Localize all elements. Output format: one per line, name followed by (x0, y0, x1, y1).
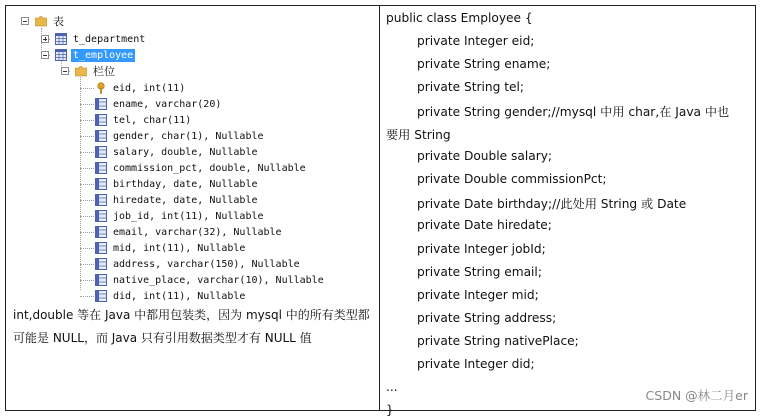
field-declaration: private Double commissionPct; (417, 172, 607, 187)
tree-table-t-department[interactable] (41, 31, 147, 47)
expand-toggle[interactable] (41, 35, 49, 43)
field-declaration: 要用 String (386, 128, 451, 143)
primary-key-icon (95, 82, 107, 94)
field-declaration: private String address; (417, 310, 557, 325)
tree-folder-columns[interactable] (61, 63, 117, 79)
column-label: gender, char(1), Nullable (113, 130, 264, 142)
field-declaration: private Integer jobId; (417, 241, 546, 256)
field-declaration: private Integer eid; (417, 34, 535, 49)
column-label: native_place, varchar(10), Nullable (113, 274, 324, 286)
tree-connector (80, 216, 94, 217)
left-cell (6, 6, 379, 410)
tree-root[interactable] (21, 13, 66, 29)
field-declaration: private Date birthday;//此处用 String 或 Date (417, 197, 687, 212)
column-label: hiredate, date, Nullable (113, 194, 258, 206)
field-declaration: private Date hiredate; (417, 218, 552, 233)
tree-column-item[interactable] (95, 272, 326, 288)
column-icon (95, 162, 107, 174)
column-icon (95, 178, 107, 190)
tree-column-item[interactable] (95, 192, 260, 208)
column-icon (95, 242, 107, 254)
column-label: tel, char(11) (113, 114, 192, 126)
class-closing-brace: } (386, 402, 394, 417)
tree-column-item[interactable] (95, 128, 266, 144)
column-icon (95, 258, 107, 270)
tree-column-item[interactable] (95, 80, 187, 96)
column-icon (95, 130, 107, 142)
column-label: ename, varchar(20) (113, 98, 222, 110)
tree-connector (80, 136, 94, 137)
field-declaration: private String email; (417, 264, 542, 279)
column-label: mid, int(11), Nullable (113, 242, 246, 254)
db-tree (6, 6, 379, 301)
field-declaration: private Double salary; (417, 149, 553, 164)
column-icon (95, 290, 107, 302)
tree-table-t-employee[interactable] (41, 47, 135, 63)
right-cell (380, 6, 755, 417)
tree-connector (80, 280, 94, 281)
column-label: birthday, date, Nullable (113, 178, 258, 190)
collapse-toggle[interactable] (21, 17, 29, 25)
column-label: salary, double, Nullable (113, 146, 258, 158)
table-label: t_department (73, 33, 146, 45)
folder-label: 栏位 (93, 64, 115, 78)
tree-column-item[interactable] (95, 224, 284, 240)
wrapper-class-note: int,double 等在 Java 中都用包装类，因为 mysql 中的所有类型都可能是 NULL，而 Java 只有引用数据类型才有 NULL 值 (13, 308, 370, 345)
tree-column-item[interactable] (95, 160, 308, 176)
table-label-selected: t_employee (73, 49, 134, 61)
tree-column-item[interactable] (95, 256, 302, 272)
column-label: eid, int(11) (113, 82, 186, 94)
content-table (5, 5, 756, 417)
column-label: commission_pct, double, Nullable (113, 162, 306, 174)
column-label: email, varchar(32), Nullable (113, 226, 282, 238)
table-icon (55, 33, 67, 45)
column-icon (95, 210, 107, 222)
field-declaration: private String tel; (417, 80, 524, 95)
table-icon (55, 49, 67, 61)
class-declaration: public class Employee { (386, 11, 533, 25)
field-declaration: private String ename; (417, 57, 551, 72)
tree-column-item[interactable] (95, 144, 260, 160)
column-icon (95, 98, 107, 110)
tree-connector (80, 104, 94, 105)
tree-connector (80, 200, 94, 201)
tree-connector (80, 232, 94, 233)
tree-connector (80, 168, 94, 169)
tree-connector (80, 152, 94, 153)
tree-connector (80, 88, 94, 89)
column-label: did, int(11), Nullable (113, 290, 246, 302)
tree-connector (80, 264, 94, 265)
tree-root-label: 表 (53, 14, 64, 28)
tree-connector (80, 184, 94, 185)
column-icon (95, 226, 107, 238)
column-label: address, varchar(150), Nullable (113, 258, 300, 270)
column-icon (95, 194, 107, 206)
collapse-toggle[interactable] (61, 67, 69, 75)
folder-icon (35, 15, 47, 27)
field-declaration: private String gender;//mysql 中用 char,在 Java 中也 (417, 105, 730, 120)
code-ellipsis: ... (386, 379, 398, 394)
tree-column-item[interactable] (95, 208, 266, 224)
folder-icon (75, 65, 87, 77)
tree-column-item[interactable] (95, 240, 247, 256)
tree-connector (80, 296, 94, 297)
field-declaration: private String nativePlace; (417, 333, 579, 348)
watermark: CSDN @林二月er (645, 388, 748, 403)
column-icon (95, 146, 107, 158)
field-declaration: private Integer did; (417, 356, 535, 371)
tree-connector (80, 120, 94, 121)
tree-column-item[interactable] (95, 96, 223, 112)
tree-column-item[interactable] (95, 288, 247, 304)
field-declaration: private Integer mid; (417, 287, 539, 302)
collapse-toggle[interactable] (41, 51, 49, 59)
tree-column-item[interactable] (95, 112, 193, 128)
column-icon (95, 114, 107, 126)
column-icon (95, 274, 107, 286)
column-label: job_id, int(11), Nullable (113, 210, 264, 222)
tree-connector (80, 248, 94, 249)
tree-column-item[interactable] (95, 176, 260, 192)
